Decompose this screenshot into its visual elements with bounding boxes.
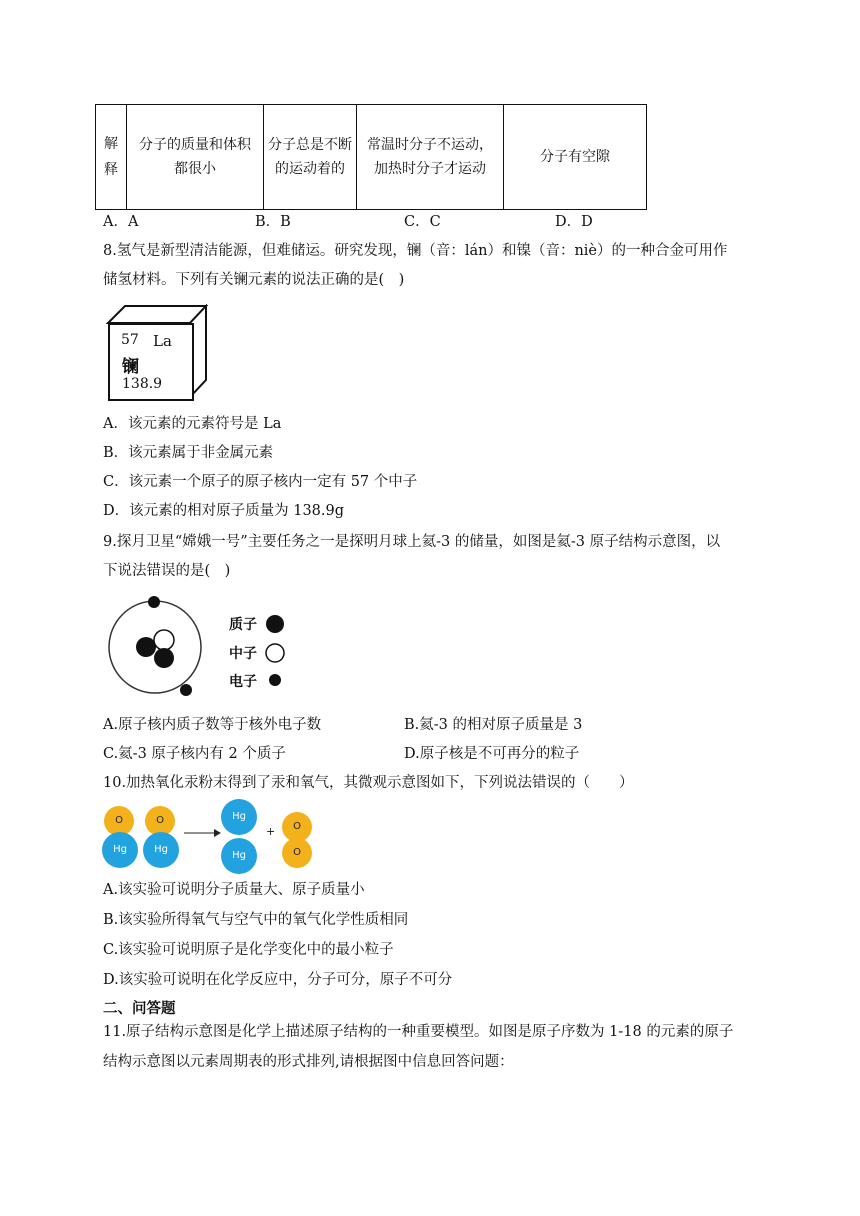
element-symbol: La [153,332,172,350]
q8-option-d[interactable]: D．该元素的相对原子质量为 138.9g [103,503,345,519]
q9-stem-line1: 9.探月卫星“嫦娥一号”主要任务之一是探明月球上氦-3 的储量，如图是氦-3 原子结构示意图，以 [103,534,721,550]
q9-option-d[interactable]: D.原子核是不可再分的粒子 [404,746,580,762]
oxygen-atom: O [145,806,175,836]
q8-stem-line2: 储氢材料。下列有关镧元素的说法正确的是( ) [103,272,405,288]
q8-option-c[interactable]: C．该元素一个原子的原子核内一定有 57 个中子 [103,474,418,490]
q8-stem-line1: 8.氢气是新型清洁能源，但难储运。研究发现，镧（音：lán）和镍（音：niè）的一种合金可用作 [103,243,728,259]
q10-option-d[interactable]: D.该实验可说明在化学反应中，分子可分，原子不可分 [103,972,453,988]
plus-sign: + [266,825,276,838]
q7-option-b[interactable]: B．B [255,214,291,230]
q9-option-c[interactable]: C.氦-3 原子核内有 2 个质子 [103,746,286,762]
explanation-table [95,104,647,210]
q9-stem-line2: 下说法错误的是( ) [103,563,231,579]
table-row [96,105,647,210]
q11-line1: 11.原子结构示意图是化学上描述原子结构的一种重要模型。如图是原子序数为 1-18 的元素的原子 [103,1024,734,1040]
table-cell: 分子总是不断的运动着的 [264,105,357,210]
legend-neutron-label: 中子 [229,646,257,662]
q11-line2: 结构示意图以元素周期表的形式排列,请根据图中信息回答问题： [103,1054,514,1070]
element-atomic-number: 57 [121,332,139,348]
table-header-cell: 解释 [96,105,127,210]
oxygen-atom: O [282,838,312,868]
legend-electron-label: 电子 [229,674,257,690]
table-cell: 分子的质量和体积都很小 [127,105,264,210]
q7-option-c[interactable]: C．C [404,214,441,230]
q9-option-b[interactable]: B.氦-3 的相对原子质量是 3 [404,717,583,733]
helium3-atom-icon [100,592,210,702]
proton-icon [264,613,286,635]
q9-option-a[interactable]: A.原子核内质子数等于核外电子数 [103,717,322,733]
q10-option-b[interactable]: B.该实验所得氧气与空气中的氧气化学性质相同 [103,912,409,928]
neutron-icon [264,642,286,664]
q10-stem: 10.加热氧化汞粉末得到了汞和氧气，其微观示意图如下，下列说法错误的（ ） [103,775,634,791]
element-name: 镧 [122,357,139,377]
mercury-atom: Hg [221,838,257,874]
legend-proton-label: 质子 [229,617,257,633]
q8-option-a[interactable]: A．该元素的元素符号是 La [103,416,282,432]
q10-option-c[interactable]: C.该实验可说明原子是化学变化中的最小粒子 [103,942,394,958]
mercury-atom: Hg [102,832,138,868]
table-cell: 分子有空隙 [504,105,647,210]
reaction-arrow-icon [184,827,222,839]
oxygen-atom: O [282,812,312,842]
table-cell: 常温时分子不运动，加热时分子才运动 [357,105,504,210]
q7-option-a[interactable]: A．A [103,214,139,230]
q7-option-d[interactable]: D．D [555,214,593,230]
oxygen-atom: O [104,806,134,836]
element-mass: 138.9 [122,376,163,392]
mercury-atom: Hg [143,832,179,868]
electron-icon [267,672,283,688]
q10-option-a[interactable]: A.该实验可说明分子质量大、原子质量小 [103,882,365,898]
section-heading: 二、问答题 [103,1000,176,1017]
q8-option-b[interactable]: B．该元素属于非金属元素 [103,445,274,461]
mercury-atom: Hg [221,799,257,835]
